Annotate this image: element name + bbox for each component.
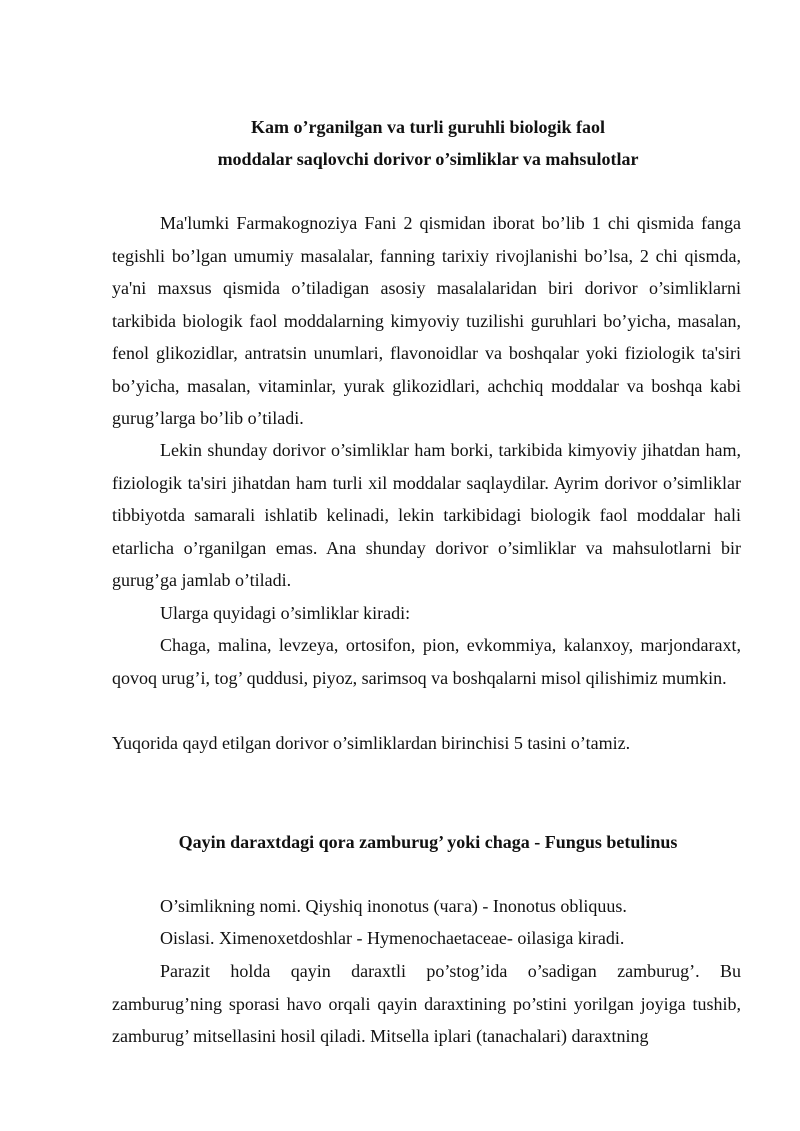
plants-list-intro: Ularga quyidagi o’simliklar kiradi: <box>160 603 411 623</box>
second-paragraph: Lekin shunday dorivor o’simliklar ham borki, tarkibida kimyoviy jihatdan ham, fiziologik ta'siri jihatdan ham turli xil moddalar saqlaydilar. Ayrim dorivor o’simliklar tibbiyotda samarali ishlatib kelinadi, lekin tarkibidagi biologik faol moddalar hali etarlicha o’rganilgan emas. Ana shunday dorivor o’simliklar va mahsulotlarni bir gurug’ga jamlab o’tiladi. <box>112 440 741 590</box>
intro-paragraph: Ma'lumki Farmakognoziya Fani 2 qismidan iborat bo’lib 1 chi qismida fanga tegishli bo’lgan umumiy masalalar, fanning tarixiy rivojlanishi bo’lsa, 2 chi qismda, ya'ni maxsus qismida o’tiladigan asosiy masalalaridan biri dorivor o’simliklarni tarkibida biologik faol moddalarning kimyoviy tuzilishi guruhlari bo’yicha, masalan, fenol glikozidlar, antratsin unumlari, flavonoidlar va boshqalar yoki fiziologik ta'siri bo’yicha, masalan, vitaminlar, yurak glikozidlari, achchiq moddalar va boshqa kabi gurug’larga bo’lib o’tiladi. <box>112 213 741 428</box>
document-title-line-1: Kam o’rganilgan va turli guruhli biologik faol <box>250 117 606 137</box>
plant-description-paragraph: Parazit holda qayin daraxtli po’stog’ida o’sadigan zamburug’. Bu zamburug’ning sporasi havo orqali qayin daraxtining po’stini yorilgan joyiga tushib, zamburug’ mitsellasini hosil qiladi. Mitsella iplari (tanachalari) daraxtning <box>112 961 741 1046</box>
plant-family-paragraph: Oislasi. Ximenoxetdoshlar - Hymenochaetaceae- oilasiga kiradi. <box>160 928 625 948</box>
document-title-line-2: moddalar saqlovchi dorivor o’simliklar va mahsulotlar <box>217 149 639 169</box>
plants-list-paragraph: Chaga, malina, levzeya, ortosifon, pion, evkommiya, kalanxoy, marjondaraxt, qovoq urug’i, tog’ quddusi, piyoz, sarimsoq va boshqalarni misol qilishimiz mumkin. <box>112 635 741 688</box>
plant-name-paragraph: O’simlikning nomi. Qiyshiq inonotus (чага) - Inonotus obliquus. <box>160 896 627 916</box>
section-heading: Qayin daraxtdagi qora zamburug’ yoki chaga - Fungus betulinus <box>178 832 678 852</box>
closing-paragraph: Yuqorida qayd etilgan dorivor o’simliklardan birinchisi 5 tasini o’tamiz. <box>112 733 631 753</box>
